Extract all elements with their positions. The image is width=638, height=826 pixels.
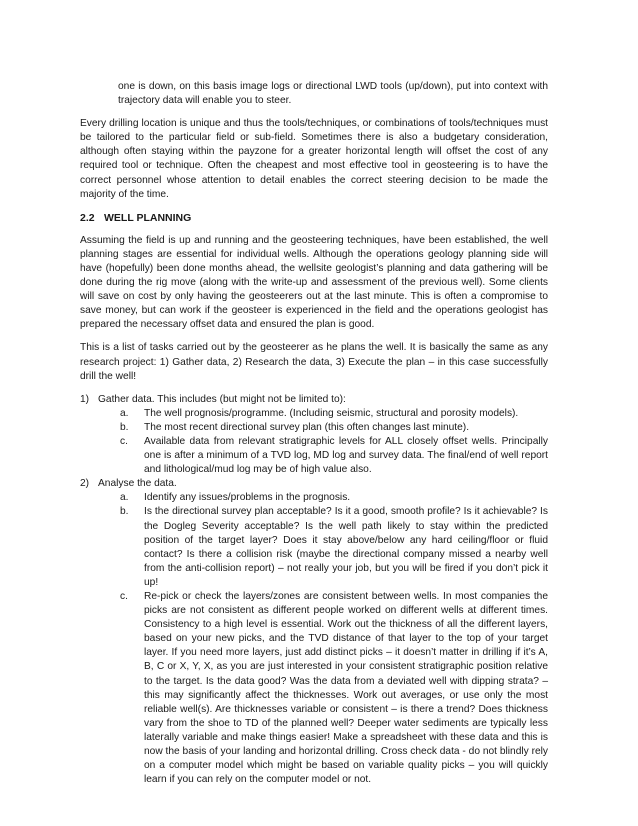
sub-list-item-text: The well prognosis/programme. (Including seismic, structural and porosity models). [144,407,519,419]
sub-list-item-text: Available data from relevant stratigraphic levels for ALL closely offset wells. Principally one is after a minimum of a TVD log, MD log and survey data. The final/end of well report and lithological/mud log may be of high value also. [144,435,548,476]
sub-list-marker: c. [120,435,128,447]
list-marker: 2) [80,478,90,490]
section-title: WELL PLANNING [104,211,192,224]
list-item-text: Analyse the data. [98,478,177,490]
sub-list-marker: b. [120,506,129,518]
sub-list-marker: b. [120,421,129,433]
planning-paragraph: Assuming the field is up and running and the geosteering techniques, have been established, the well planning stages are essential for individual wells. Although the operations geology planning side will have (hopefully) been done months ahead, the wellsite geologist’s planning and data gathering will be done during the rig move (along with the write-up and assessment of the previous well). Some clients will save on cost by only having the geosteerers out at the last minute. This is often a compromise to save money, but can work if the geosteer is experienced in the field and the operations geologist has prepared the necessary offset data and ensured the plan is good. [80,234,548,331]
sub-list-item-text: Is the directional survey plan acceptable? Is it a good, smooth profile? Is it achievable? Is the Dogleg Severity acceptable? Is the well path likely to stay within the predicted position of the target layer? Does it stay above/below any hard ceiling/floor or fluid contact? Is there a collision risk (maybe the directional company missed a nearby well from the anti-collision report) – not really your job, but you will be fired if you don’t pick it up! [144,506,548,588]
sub-list-item [80,435,548,477]
section-heading [80,211,548,225]
sub-list-item [80,421,548,435]
intro-paragraph: one is down, on this basis image logs or directional LWD tools (up/down), put into context with trajectory data will enable you to steer. [118,81,548,107]
task-list [80,393,548,788]
list-item-text: Gather data. This includes (but might not be limited to): [98,393,346,405]
list-marker: 1) [80,393,90,405]
sub-list-marker: c. [120,591,128,602]
sub-list-item [80,505,548,590]
list-item [80,393,548,407]
sub-list-item [80,407,548,421]
sub-list-item [80,590,548,787]
sub-list-item-text: Re-pick or check the layers/zones are consistent between wells. In most companies the picks are not consistent as different people worked on different wells at different times. Consistency to a high level is essential. Work out the thickness of all the different layers, based on your new picks, and the TVD distance of that layer to the top of your target layer. If you need more layers, just add distinct picks – it doesn’t matter in drilling if it’s A, B, C or X, Y, X, as you are just interested in your consistent stratigraphic position relative to the target. Is the data good? Was the data from a deviated well with dipping strata? – this may significantly affect the thicknesses. Work out averages, or use only the most reliable well(s). Are thicknesses variable or consistent – is there a trend? Does thickness vary from the shoe to TD of the planned well? Deeper water sediments are typically less laterally variable and make things easier! Make a spreadsheet with these data and this is now the basis of your landing and horizontal drilling. Cross check data - do not blindly rely on a computer model which might be based on variable quality picks – you will quickly learn if you can rely on the computer model or not. [144,591,548,786]
section-number: 2.2 [80,211,95,224]
location-paragraph: Every drilling location is unique and thus the tools/techniques, or combinations of tools/techniques must be tailored to the particular field or sub-field. Sometimes there is also a budgetary consideration, although often staying within the payzone for a greater horizontal length will offset the cost of any required tool or technique. Often the cheapest and most effective tool in geosteering is to have the correct personnel whose attention to detail enables the correct steering decision to be made the majority of the time. [80,118,548,200]
sub-list-item-text: The most recent directional survey plan (this often changes last minute). [144,421,470,433]
sub-list-item-text: Identify any issues/problems in the prognosis. [144,492,351,504]
sub-list-marker: a. [120,407,129,419]
tasks-paragraph: This is a list of tasks carried out by the geosteerer as he plans the well. It is basically the same as any research project: 1) Gather data, 2) Research the data, 3) Execute the plan – in this case successfully drill the well! [80,342,548,382]
list-item [80,477,548,491]
document-page [80,80,548,787]
sub-list-marker: a. [120,492,129,504]
sub-list-item [80,491,548,505]
